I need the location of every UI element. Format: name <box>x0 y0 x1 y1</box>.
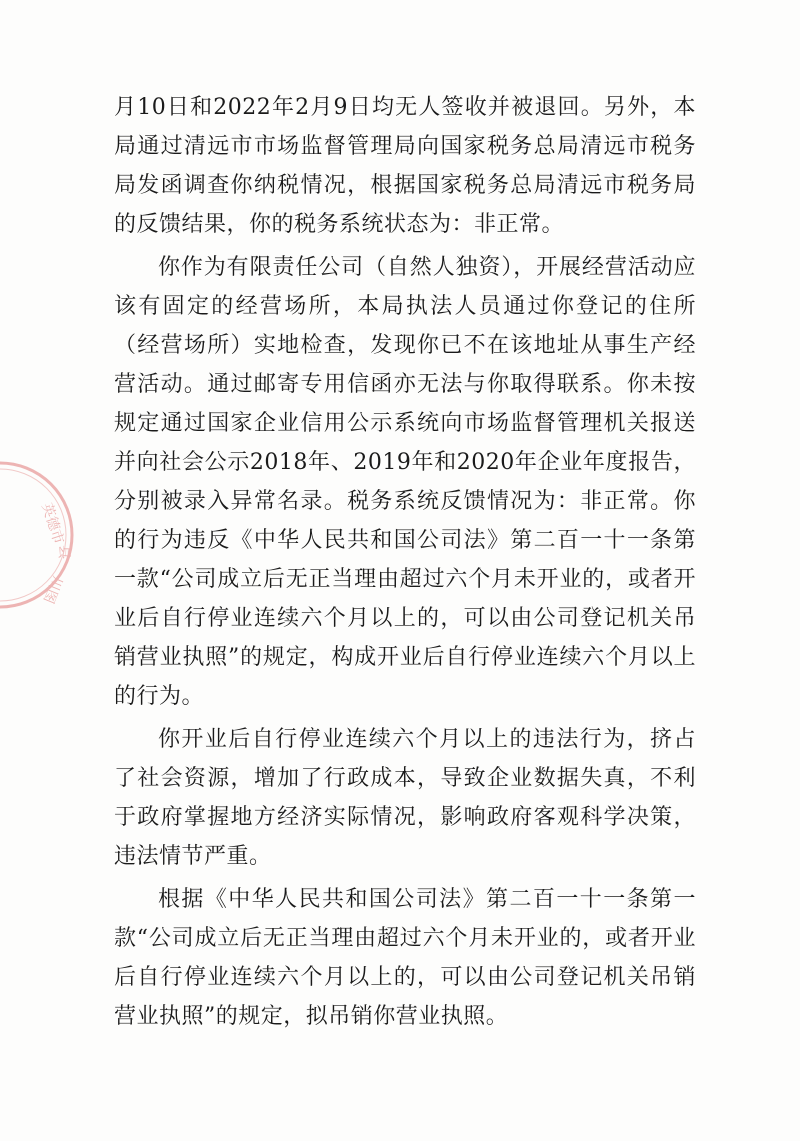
paragraph-consequences: 你开业后自行停业连续六个月以上的违法行为，挤占了社会资源，增加了行政成本，导致企业数据失真，不利于政府掌握地方经济实际情况，影响政府客观科学决策，违法情节严重。 <box>114 727 696 869</box>
document-body <box>114 88 696 1036</box>
svg-text:川图: 川图 <box>39 573 66 606</box>
paragraph-decision: 根据《中华人民共和国公司法》第二百一十一条第一款“公司成立后无正当理由超过六个月未开业的，或者开业后自行停业连续六个月以上的，可以由公司登记机关吊销营业执照”的规定，拟吊销你营业执照。 <box>114 887 696 1029</box>
svg-text:英德市: 英德市 <box>38 501 67 547</box>
paragraph-facts: 你作为有限责任公司（自然人独资），开展经营活动应该有固定的经营场所，本局执法人员通过你登记的住所（经营场所）实地检查，发现你已不在该地址从事生产经营活动。通过邮寄专用信函亦无法与你取得联系。你未按规定通过国家企业信用公示系统向市场监督管理机关报送并向社会公示2018年、2019年和2020年企业年度报告，分别被录入异常名录。税务系统反馈情况为：非正常。你的行为违反《中华人民共和国公司法》第二百一十一条第一款“公司成立后无正当理由超过六个月未开业的，或者开业后自行停业连续六个月以上的，可以由公司登记机关吊销营业执照”的规定，构成开业后自行停业连续六个月以上的行为。 <box>114 255 696 709</box>
official-seal-fragment <box>0 435 70 635</box>
paragraph-continuation: 月10日和2022年2月9日均无人签收并被退回。另外，本局通过清远市市场监督管理局向国家税务总局清远市税务局发函调查你纳税情况，根据国家税务总局清远市税务局的反馈结果，你的税务系统状态为：非正常。 <box>114 95 696 237</box>
svg-text:县: 县 <box>55 544 72 560</box>
